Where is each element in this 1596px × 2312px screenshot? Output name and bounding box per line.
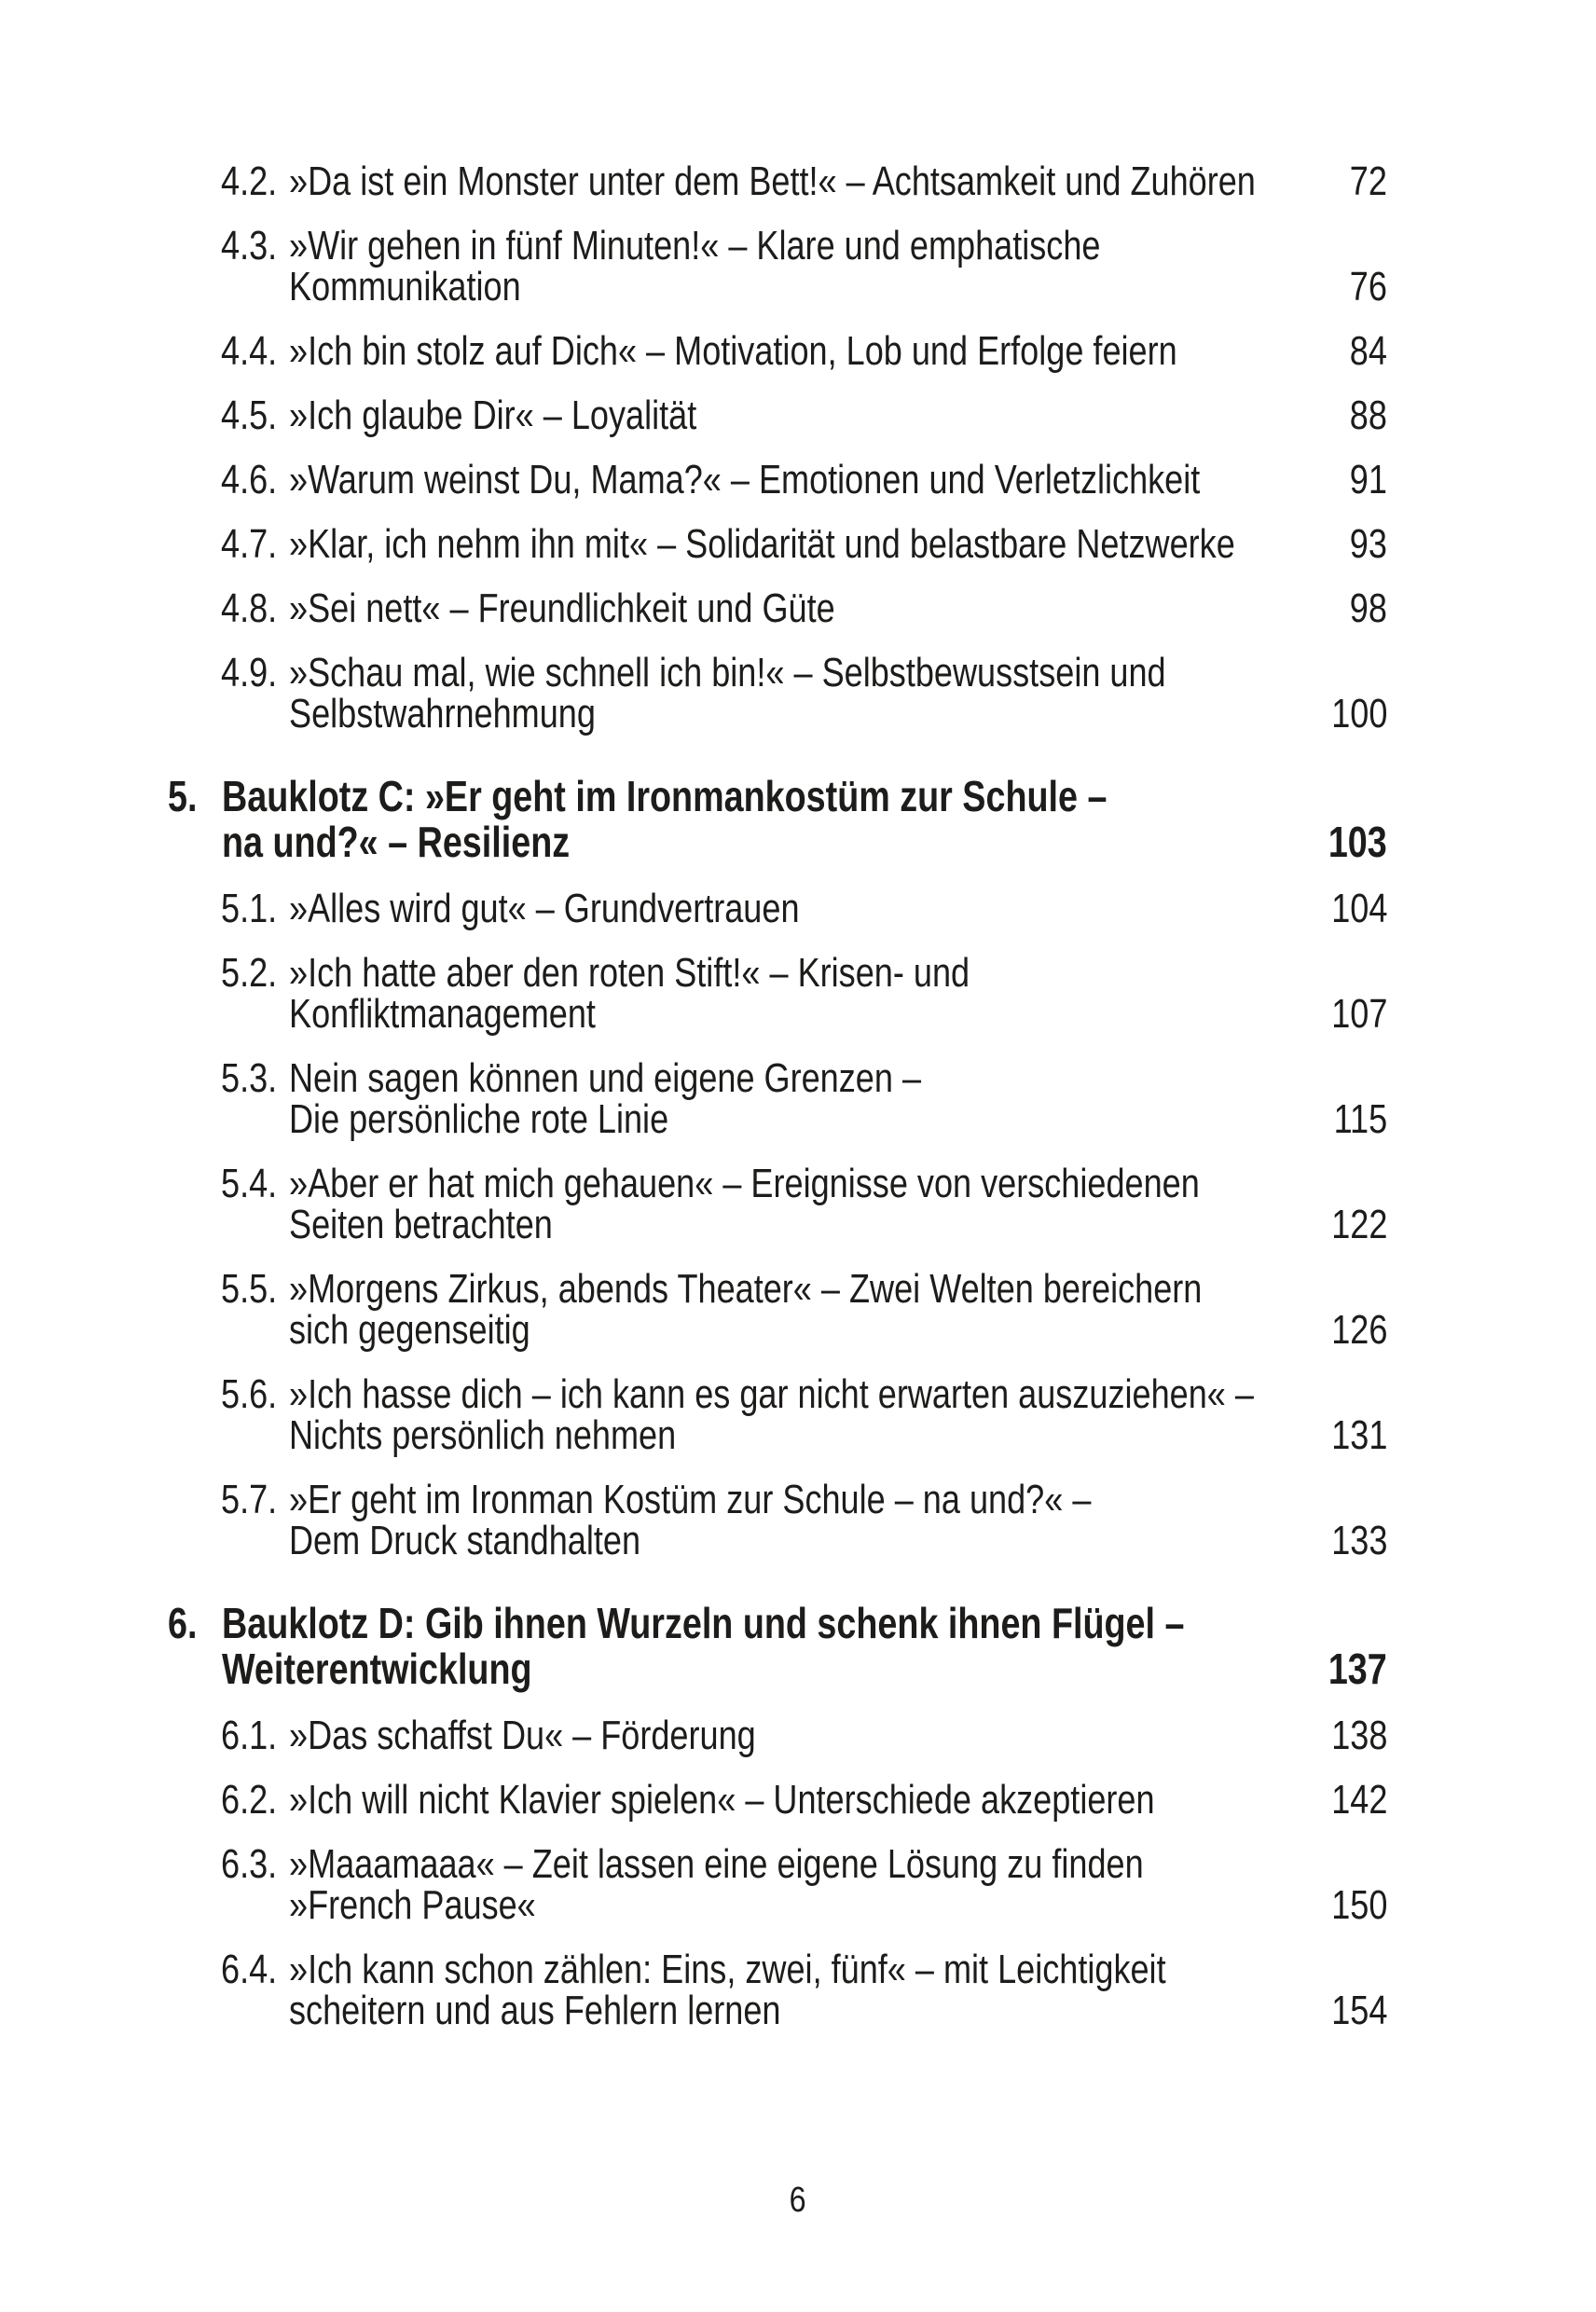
entry-number: 6.4. xyxy=(221,1947,278,1992)
entry-title xyxy=(289,1479,1387,1562)
entry-title-line: »Ich hasse dich – ich kann es gar nicht erwarten auszuziehen« – xyxy=(289,1371,1254,1417)
entry-page-number: 98 xyxy=(1349,585,1387,631)
entry-number: 4.8. xyxy=(221,585,278,631)
entry-number: 4.7. xyxy=(221,521,278,567)
chapter-title xyxy=(222,1601,1387,1692)
chapter-header xyxy=(168,774,1387,865)
chapter-page-number: 137 xyxy=(1328,1645,1387,1693)
entry-title-line: »Morgens Zirkus, abends Theater« – Zwei Welten bereichern xyxy=(289,1266,1203,1312)
entry-title xyxy=(289,1777,1387,1823)
entry-title xyxy=(289,1163,1387,1245)
toc-entry xyxy=(221,158,1387,204)
toc-entry xyxy=(221,1371,1387,1458)
entry-title-line: »Er geht im Ironman Kostüm zur Schule – na und?« – xyxy=(289,1477,1092,1522)
entry-page-number: 91 xyxy=(1349,457,1387,502)
entry-title xyxy=(289,1055,1387,1142)
entry-title-line: Konfliktmanagement xyxy=(289,991,596,1037)
toc-entry xyxy=(221,223,1387,310)
entry-title-line: »Ich kann schon zählen: Eins, zwei, fünf« – mit Leichtigkeit xyxy=(289,1947,1166,1992)
entry-number: 5.2. xyxy=(221,950,278,996)
entry-title xyxy=(289,650,1387,736)
entry-title-line: »Ich bin stolz auf Dich« – Motivation, Lob und Erfolge feiern xyxy=(289,328,1177,374)
entry-title xyxy=(289,585,1387,631)
entry-title-line: »Ich will nicht Klavier spielen« – Unterschiede akzeptieren xyxy=(289,1777,1155,1823)
entry-title-line: Seiten betrachten xyxy=(289,1202,553,1247)
entry-page-number: 131 xyxy=(1330,1412,1387,1458)
entry-page-number: 104 xyxy=(1330,886,1387,931)
entry-title xyxy=(289,1715,1387,1756)
entry-page-number: 93 xyxy=(1349,521,1387,567)
entry-title-line: »Ich glaube Dir« – Loyalität xyxy=(289,392,697,438)
toc-entry xyxy=(221,1715,1387,1756)
entry-title-line: Nein sagen können und eigene Grenzen – xyxy=(289,1055,922,1101)
toc-entry xyxy=(221,888,1387,929)
toc-entry xyxy=(221,328,1387,374)
toc-entry xyxy=(221,650,1387,736)
page-footer-number: 6 xyxy=(790,2181,806,2220)
toc-entry xyxy=(221,950,1387,1037)
entry-title xyxy=(289,888,1387,929)
entry-title-line: Dem Druck standhalten xyxy=(289,1518,641,1563)
table-of-contents xyxy=(0,158,1596,2055)
entry-page-number: 154 xyxy=(1330,1988,1387,2033)
entry-number: 4.2. xyxy=(221,158,278,204)
entry-title-line: scheitern und aus Fehlern lernen xyxy=(289,1988,781,2033)
entry-title xyxy=(289,1949,1387,2031)
entry-title xyxy=(289,521,1387,567)
toc-entry xyxy=(221,1841,1387,1928)
entry-page-number: 72 xyxy=(1349,158,1387,204)
entry-title-line: »Ich hatte aber den roten Stift!« – Krisen- und xyxy=(289,950,970,996)
entry-number: 6.3. xyxy=(221,1841,278,1887)
toc-entry xyxy=(221,521,1387,567)
entry-title-line: Kommunikation xyxy=(289,264,521,310)
entry-page-number: 126 xyxy=(1330,1307,1387,1353)
chapter-title xyxy=(222,774,1387,865)
entry-title-line: »Klar, ich nehm ihn mit« – Solidarität und belastbare Netzwerke xyxy=(289,521,1235,567)
entry-number: 5.3. xyxy=(221,1055,278,1101)
toc-entry xyxy=(221,1777,1387,1823)
entry-number: 6.2. xyxy=(221,1777,278,1823)
entry-page-number: 115 xyxy=(1333,1096,1387,1142)
entry-title xyxy=(289,392,1387,438)
entry-number: 5.4. xyxy=(221,1161,278,1206)
chapter-number: 6. xyxy=(168,1599,198,1647)
chapter-title-line: Bauklotz C: »Er geht im Ironmankostüm zur Schule – xyxy=(222,772,1108,820)
entry-title-line: »French Pause« xyxy=(289,1882,536,1928)
entry-number: 4.4. xyxy=(221,328,278,374)
entry-title xyxy=(289,457,1387,502)
entry-title-line: »Da ist ein Monster unter dem Bett!« – Achtsamkeit und Zuhören xyxy=(289,158,1256,204)
toc-entry xyxy=(221,1163,1387,1245)
entry-number: 5.1. xyxy=(221,886,278,931)
toc-entry xyxy=(221,392,1387,438)
entry-number: 5.5. xyxy=(221,1266,278,1312)
entry-title xyxy=(289,1266,1387,1353)
chapter-title-line: Weiterentwicklung xyxy=(222,1645,532,1693)
entry-title-line: »Das schaffst Du« – Förderung xyxy=(289,1713,756,1758)
entry-page-number: 150 xyxy=(1330,1882,1387,1928)
entry-title-line: sich gegenseitig xyxy=(289,1307,530,1353)
entry-title-line: Nichts persönlich nehmen xyxy=(289,1412,677,1458)
entry-title-line: Die persönliche rote Linie xyxy=(289,1096,669,1142)
entry-page-number: 133 xyxy=(1330,1518,1387,1563)
entry-title-line: »Sei nett« – Freundlichkeit und Güte xyxy=(289,585,835,631)
entry-number: 5.7. xyxy=(221,1477,278,1522)
chapter-title-line: na und?« – Resilienz xyxy=(222,818,571,866)
chapter-number: 5. xyxy=(168,772,198,820)
entry-page-number: 84 xyxy=(1349,328,1387,374)
toc-entry xyxy=(221,585,1387,631)
entry-page-number: 76 xyxy=(1349,264,1387,310)
entry-number: 5.6. xyxy=(221,1371,278,1417)
entry-title-line: »Alles wird gut« – Grundvertrauen xyxy=(289,886,800,931)
entry-title-line: »Warum weinst Du, Mama?« – Emotionen und Verletzlichkeit xyxy=(289,457,1201,502)
entry-page-number: 142 xyxy=(1330,1777,1387,1823)
toc-entry xyxy=(221,1949,1387,2031)
chapter-header xyxy=(168,1601,1387,1692)
entry-title-line: »Aber er hat mich gehauen« – Ereignisse von verschiedenen xyxy=(289,1161,1200,1206)
entry-title xyxy=(289,223,1387,310)
entry-page-number: 138 xyxy=(1330,1713,1387,1758)
entry-page-number: 100 xyxy=(1330,691,1387,736)
entry-number: 6.1. xyxy=(221,1713,278,1758)
page-footer xyxy=(0,2181,1596,2219)
entry-number: 4.3. xyxy=(221,223,278,268)
entry-page-number: 122 xyxy=(1330,1202,1387,1247)
entry-title xyxy=(289,328,1387,374)
entry-page-number: 107 xyxy=(1330,991,1387,1037)
chapter-page-number: 103 xyxy=(1328,818,1387,866)
entry-title xyxy=(289,1371,1387,1458)
toc-entry xyxy=(221,457,1387,502)
entry-number: 4.5. xyxy=(221,392,278,438)
toc-entry xyxy=(221,1266,1387,1353)
entry-number: 4.6. xyxy=(221,457,278,502)
chapter-title-line: Bauklotz D: Gib ihnen Wurzeln und schenk ihnen Flügel – xyxy=(222,1599,1185,1647)
entry-title-line: Selbstwahrnehmung xyxy=(289,691,596,736)
entry-number: 4.9. xyxy=(221,650,278,695)
entry-title xyxy=(289,158,1387,204)
entry-title-line: »Maaamaaa« – Zeit lassen eine eigene Lösung zu finden xyxy=(289,1841,1144,1887)
toc-entry xyxy=(221,1055,1387,1142)
entry-title-line: »Schau mal, wie schnell ich bin!« – Selbstbewusstsein und xyxy=(289,650,1166,695)
entry-page-number: 88 xyxy=(1349,392,1387,438)
toc-entry xyxy=(221,1479,1387,1562)
entry-title-line: »Wir gehen in fünf Minuten!« – Klare und emphatische xyxy=(289,223,1101,268)
entry-title xyxy=(289,1841,1387,1928)
entry-title xyxy=(289,950,1387,1037)
